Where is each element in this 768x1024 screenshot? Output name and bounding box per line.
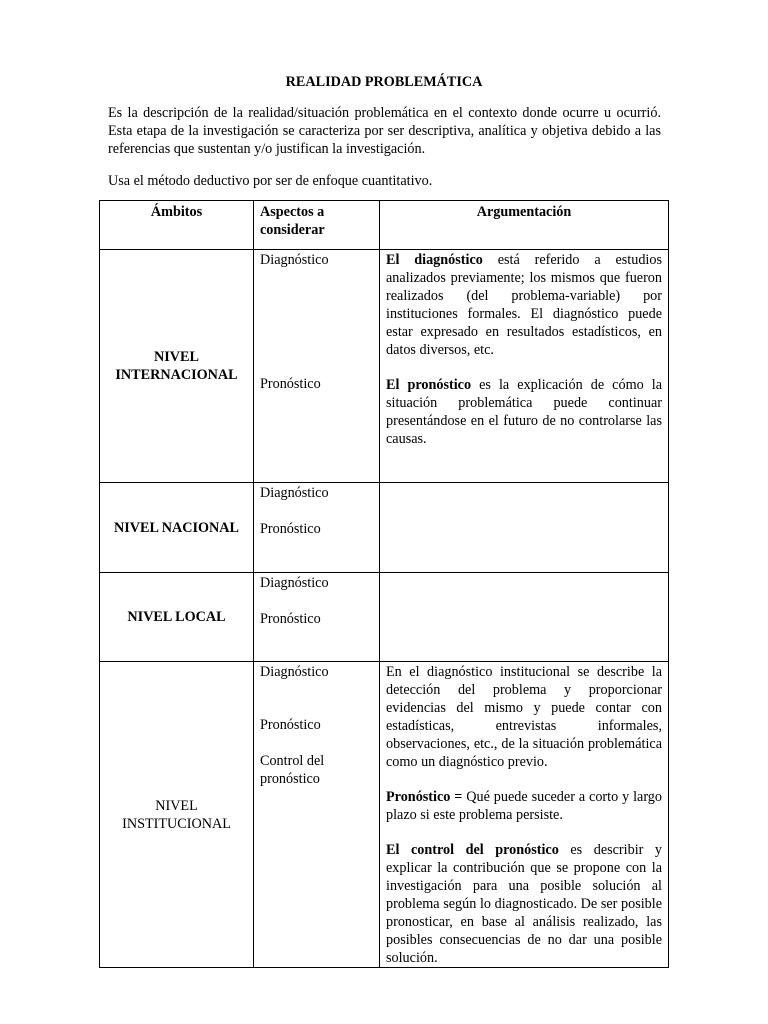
aspectos-cell (254, 573, 380, 662)
aspecto-pronostico: Pronóstico (260, 376, 321, 392)
ambito-institucional: NIVEL INSTITUCIONAL (100, 662, 254, 968)
header-ambitos: Ámbitos (100, 201, 254, 250)
method-paragraph: Usa el método deductivo por ser de enfoque cuantitativo. (108, 173, 433, 189)
aspectos-cell (254, 662, 380, 968)
table-row (100, 483, 669, 573)
arg-paragraph: El control del pronóstico es describir y explicar la contribución que se propone con la investigación para una posible solución al problema según lo diagnosticado. De ser posible pronosticar, en base al análisis realizado, las posibles consecuencias de no dar una posible solución. (386, 842, 662, 966)
header-argumentacion: Argumentación (380, 201, 669, 250)
argumentacion-cell (380, 250, 669, 483)
aspecto-pronostico: Pronóstico (260, 611, 321, 627)
aspecto-pronostico: Pronóstico (260, 717, 321, 733)
aspectos-cell (254, 250, 380, 483)
ambito-internacional: NIVEL INTERNACIONAL (100, 250, 254, 483)
aspecto-diagnostico: Diagnóstico (260, 664, 329, 680)
arg-paragraph: El pronóstico es la explicación de cómo la situación problemática puede continuar presentándose en el futuro de no controlarse las causas. (386, 377, 662, 447)
aspecto-diagnostico: Diagnóstico (260, 485, 329, 501)
arg-paragraph: En el diagnóstico institucional se describe la detección del problema y proporcionar evidencias del mismo y puede contar con estadísticas, entrevistas informales, observaciones, etc., de la situación problemática como un diagnóstico previo. (386, 664, 662, 770)
header-aspectos: Aspectos a considerar (254, 201, 380, 250)
aspecto-diagnostico: Diagnóstico (260, 252, 329, 268)
arg-paragraph: El diagnóstico está referido a estudios analizados previamente; los mismos que fueron realizados (del problema-variable) por instituciones formales. El diagnóstico puede estar expresado en resultados estadísticos, en datos diversos, etc. (386, 252, 662, 358)
argumentacion-cell (380, 483, 669, 573)
arg-paragraph: Pronóstico = Qué puede suceder a corto y largo plazo si este problema persiste. (386, 789, 662, 823)
table-header-row (100, 201, 669, 250)
aspecto-pronostico: Pronóstico (260, 521, 321, 537)
argumentacion-cell (380, 662, 669, 968)
page-title: REALIDAD PROBLEMÁTICA (285, 74, 483, 90)
intro-paragraph: Es la descripción de la realidad/situación problemática en el contexto donde ocurre u ocurrió. Esta etapa de la investigación se caracteriza por ser descriptiva, analítica y objetiva debido a las referencias que sustentan y/o justifican la investigación. (108, 105, 661, 157)
argumentacion-cell (380, 573, 669, 662)
table-row (100, 662, 669, 968)
aspecto-diagnostico: Diagnóstico (260, 575, 329, 591)
aspectos-cell (254, 483, 380, 573)
ambitos-table (99, 200, 669, 968)
ambito-nacional: NIVEL NACIONAL (100, 483, 254, 573)
table-row (100, 250, 669, 483)
ambito-local: NIVEL LOCAL (100, 573, 254, 662)
table-row (100, 573, 669, 662)
aspecto-control: Control del pronóstico (260, 753, 325, 787)
